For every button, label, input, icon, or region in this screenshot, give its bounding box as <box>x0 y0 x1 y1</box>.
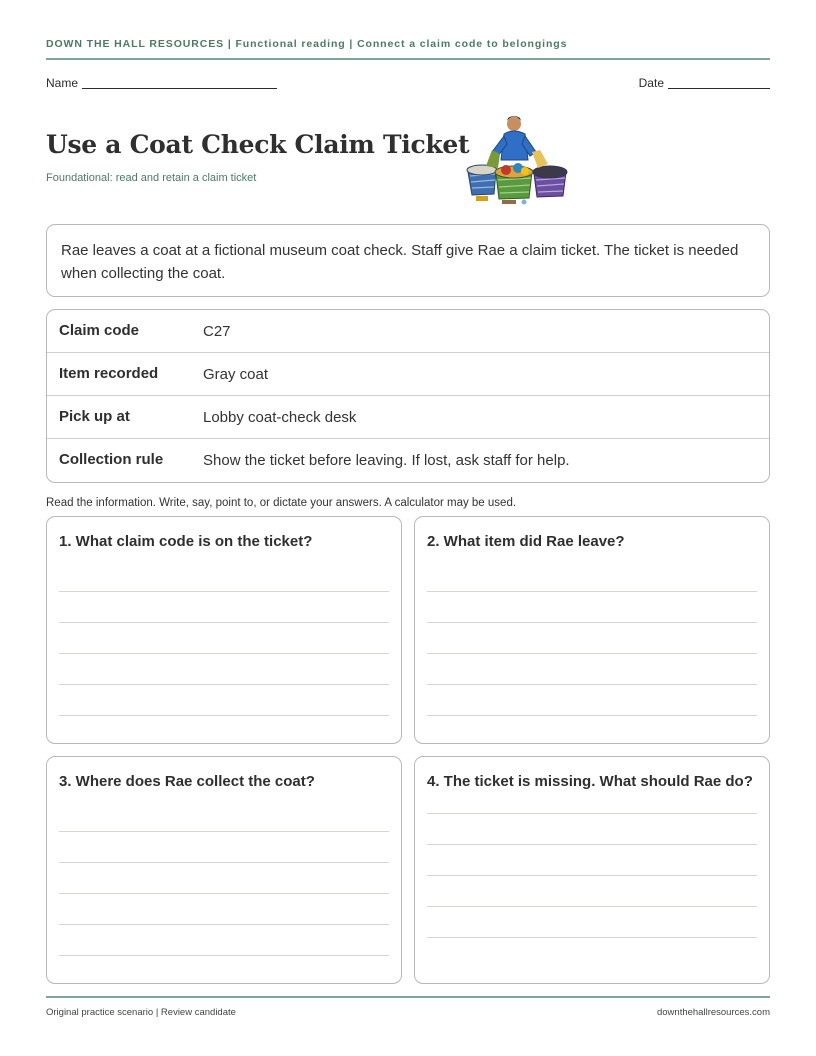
date-blank-line[interactable] <box>668 76 770 89</box>
row-label: Pick up at <box>59 408 130 425</box>
answer-line[interactable] <box>59 623 389 654</box>
question-text: 1. What claim code is on the ticket? <box>59 533 313 550</box>
row-value: Lobby coat-check desk <box>203 409 357 426</box>
brand-header: DOWN THE HALL RESOURCES | Functional reading | Connect a claim code to belongings <box>46 38 568 50</box>
answer-line[interactable] <box>59 561 389 592</box>
answer-line[interactable] <box>427 592 757 623</box>
row-value: Gray coat <box>203 366 269 383</box>
answer-line[interactable] <box>59 832 389 863</box>
answer-line[interactable] <box>427 876 757 907</box>
instructions: Read the information. Write, say, point to, or dictate your answers. A calculator may be used. <box>46 497 517 509</box>
table-row <box>47 396 769 439</box>
table-row <box>47 310 769 353</box>
date-label: Date <box>638 76 664 90</box>
answer-line[interactable] <box>59 685 389 716</box>
footer-note: Original practice scenario | Review candidate <box>46 1007 236 1018</box>
laundry-illustration-icon <box>462 110 574 206</box>
question-text: 2. What item did Rae leave? <box>427 533 625 550</box>
name-blank-line[interactable] <box>82 76 277 89</box>
row-label: Claim code <box>59 322 140 339</box>
question-card-1 <box>46 516 402 744</box>
answer-area[interactable] <box>427 561 757 716</box>
answer-line[interactable] <box>59 654 389 685</box>
scenario-text: Rae leaves a coat at a fictional museum coat check. Staff give Rae a claim ticket. The ticket is needed when collecting the coat. <box>46 224 770 297</box>
row-label: Item recorded <box>59 365 159 382</box>
answer-area[interactable] <box>59 561 389 716</box>
answer-line[interactable] <box>59 863 389 894</box>
answer-line[interactable] <box>427 814 757 845</box>
answer-line[interactable] <box>427 654 757 685</box>
question-card-3 <box>46 756 402 984</box>
question-text: 4. The ticket is missing. What should Rae do? <box>427 773 753 790</box>
answer-line[interactable] <box>59 925 389 956</box>
answer-line[interactable] <box>427 907 757 938</box>
row-label: Collection rule <box>59 451 164 468</box>
claim-ticket-table <box>46 309 770 483</box>
footer-divider <box>46 996 770 998</box>
answer-line[interactable] <box>427 685 757 716</box>
answer-line[interactable] <box>427 623 757 654</box>
answer-area[interactable] <box>59 801 389 956</box>
answer-line[interactable] <box>59 894 389 925</box>
date-field[interactable] <box>639 76 770 90</box>
row-value: C27 <box>203 323 231 340</box>
answer-area[interactable] <box>427 783 757 938</box>
name-field[interactable] <box>46 76 277 90</box>
question-card-2 <box>414 516 770 744</box>
page-subtitle: Foundational: read and retain a claim ticket <box>46 172 257 184</box>
answer-line[interactable] <box>59 801 389 832</box>
question-text: 3. Where does Rae collect the coat? <box>59 773 315 790</box>
name-label: Name <box>46 76 79 90</box>
answer-line[interactable] <box>427 561 757 592</box>
answer-line[interactable] <box>427 783 757 814</box>
answer-line[interactable] <box>59 592 389 623</box>
row-value: Show the ticket before leaving. If lost, ask staff for help. <box>203 452 570 469</box>
answer-line[interactable] <box>427 845 757 876</box>
page-title: Use a Coat Check Claim Ticket <box>46 130 470 159</box>
table-row <box>47 439 769 482</box>
table-row <box>47 353 769 396</box>
header-divider <box>46 58 770 60</box>
question-card-4 <box>414 756 770 984</box>
footer-website: downthehallresources.com <box>656 1007 770 1018</box>
